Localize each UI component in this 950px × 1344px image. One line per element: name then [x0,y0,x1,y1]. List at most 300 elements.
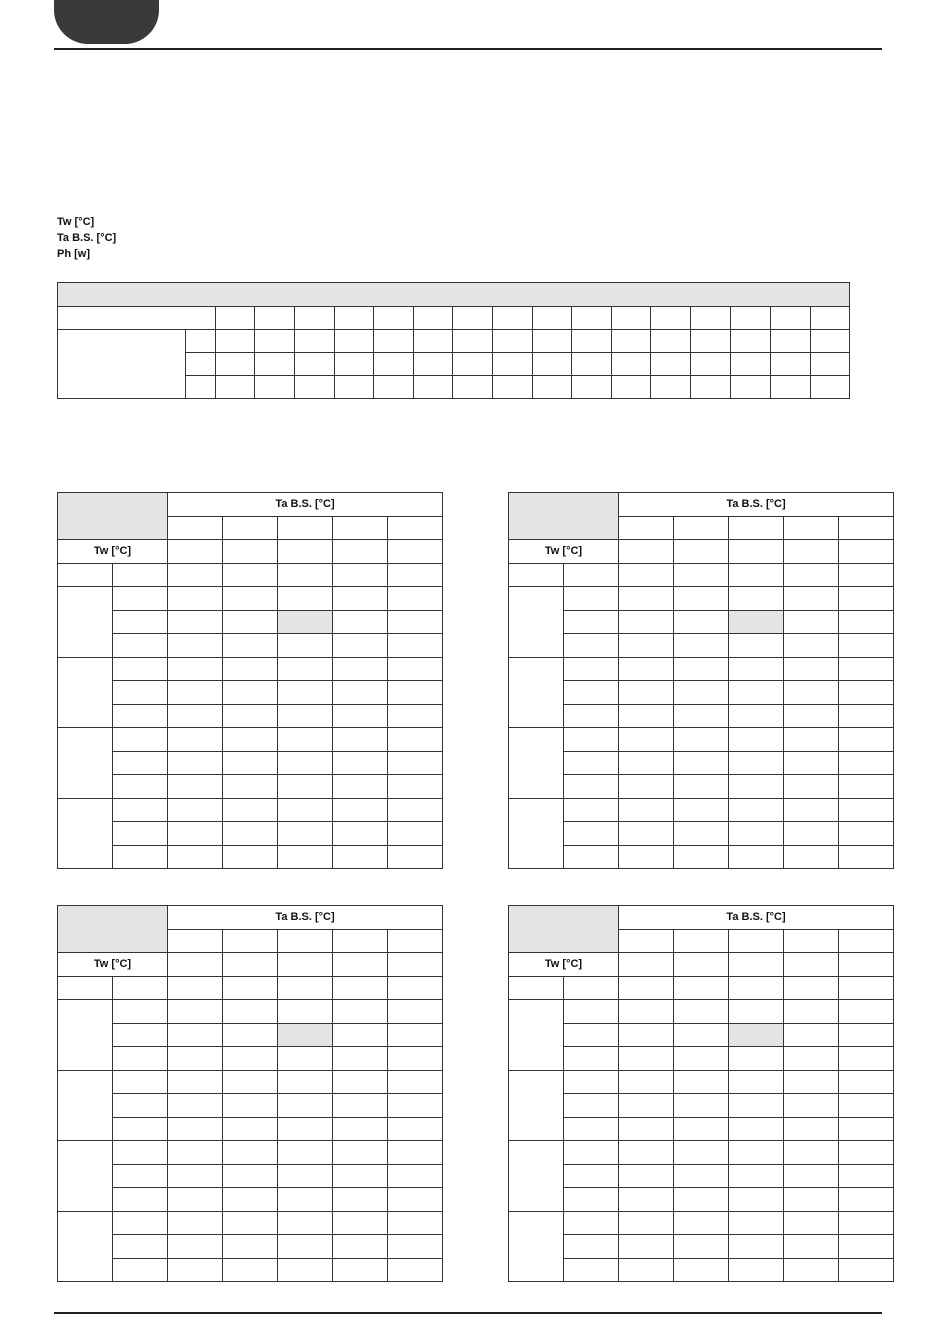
group-cell [509,1211,564,1282]
table-cell [113,1117,168,1141]
table-cell [374,330,414,353]
legend-tw: Tw [°C] [57,216,95,228]
table-cell [619,1023,674,1047]
table-cell [839,634,894,658]
ta-header: Ta B.S. [°C] [168,906,443,930]
tw-header: Tw [°C] [58,540,168,564]
table-cell [729,540,784,564]
table-cell [674,681,729,705]
table-cell [295,330,335,353]
table-cell [564,1141,619,1165]
group-cell [58,728,113,799]
table-cell [223,634,278,658]
table-cell [453,307,493,330]
table-cell [674,775,729,799]
table-cell [784,587,839,611]
table-cell [729,563,784,587]
table-cell [168,822,223,846]
table-cell [619,1000,674,1024]
table-cell [58,563,113,587]
table-cell [374,307,414,330]
table-cell [388,1258,443,1282]
table-cell [651,330,691,353]
table-cell [216,307,255,330]
table-cell [839,929,894,953]
table-cell [784,1164,839,1188]
table-cell [784,516,839,540]
table-cell [729,798,784,822]
table-cell [255,376,295,399]
table-cell [729,751,784,775]
table-cell [333,657,388,681]
table-cell [223,681,278,705]
table-cell [278,1094,333,1118]
table-cell [168,634,223,658]
table-cell [674,1235,729,1259]
table-cell [839,751,894,775]
table-cell [564,1235,619,1259]
table-cell [619,634,674,658]
table-cell [333,516,388,540]
table-cell [674,563,729,587]
table-cell [168,1070,223,1094]
table-cell [533,353,572,376]
table-cell [168,1188,223,1212]
table-cell [278,1070,333,1094]
table-cell [113,845,168,869]
table-cell [533,307,572,330]
table-cell [564,610,619,634]
table-cell [113,1141,168,1165]
table-cell [453,353,493,376]
table-cell [564,1164,619,1188]
table-cell [374,376,414,399]
table-cell [278,1000,333,1024]
grid-corner-cell [509,493,619,540]
table-cell [223,563,278,587]
table-cell [509,976,564,1000]
table-cell [278,845,333,869]
table-cell [113,704,168,728]
table-cell [388,1164,443,1188]
table-cell [333,587,388,611]
table-cell [333,681,388,705]
table-cell [388,1047,443,1071]
table-cell [223,1211,278,1235]
table-cell [731,330,771,353]
table-cell [388,1000,443,1024]
table-cell [564,1258,619,1282]
table-cell [113,1000,168,1024]
table-cell [388,540,443,564]
table-cell [784,1188,839,1212]
grid-corner-cell [58,906,168,953]
table-cell [619,728,674,752]
table-cell [388,587,443,611]
table-cell [168,751,223,775]
table-cell [113,587,168,611]
table-cell [223,798,278,822]
table-cell [674,540,729,564]
performance-grid-4 [508,905,894,1282]
table-cell [839,1164,894,1188]
table-cell [839,1047,894,1071]
table-cell [168,976,223,1000]
table-cell [113,1023,168,1047]
table-cell [168,798,223,822]
table-cell [278,1117,333,1141]
table-cell [674,1188,729,1212]
table-cell [784,775,839,799]
table-cell [729,728,784,752]
table-cell [839,822,894,846]
table-cell [168,1164,223,1188]
table-cell [388,775,443,799]
table-cell [811,330,850,353]
table-cell [223,1094,278,1118]
table-cell [619,822,674,846]
table-cell [388,516,443,540]
table-cell [168,929,223,953]
table-cell [58,976,113,1000]
header-rule [54,48,882,50]
table-cell [564,1070,619,1094]
legend [57,214,116,262]
table-cell [691,330,731,353]
table-cell [223,610,278,634]
table-cell [168,1047,223,1071]
table-cell [223,1117,278,1141]
table-cell [619,1188,674,1212]
table-cell [564,1094,619,1118]
table-cell [333,798,388,822]
table-cell [278,657,333,681]
table-cell [731,376,771,399]
table-cell [278,822,333,846]
table-cell [729,1211,784,1235]
highlight-cell [729,610,784,634]
table-cell [564,1211,619,1235]
table-cell [493,307,533,330]
table-cell [333,610,388,634]
table-cell [839,1094,894,1118]
table-cell [674,1094,729,1118]
table-cell [619,1258,674,1282]
table-cell [333,822,388,846]
table-cell [729,681,784,705]
table-cell [564,587,619,611]
table-cell [414,376,453,399]
table-cell [333,953,388,977]
table-cell [168,610,223,634]
table-cell [839,657,894,681]
table-cell [564,563,619,587]
table-cell [223,929,278,953]
table-cell [388,798,443,822]
table-cell [729,822,784,846]
table-cell [674,634,729,658]
table-cell [729,775,784,799]
group-cell [58,587,113,658]
table-cell [564,1023,619,1047]
table-cell [619,1047,674,1071]
table-cell [333,1117,388,1141]
table-cell [295,353,335,376]
table-cell [388,822,443,846]
table-cell [691,307,731,330]
table-cell [388,1188,443,1212]
footer-rule [54,1312,882,1314]
table-cell [564,1047,619,1071]
table-cell [784,610,839,634]
table-cell [388,610,443,634]
table-cell [784,976,839,1000]
table-cell [374,353,414,376]
table-cell [168,845,223,869]
table-cell [674,1070,729,1094]
table-cell [223,1000,278,1024]
table-cell [216,330,255,353]
table-cell [564,751,619,775]
page-tab-marker [54,0,159,44]
table-cell [113,1164,168,1188]
table-cell [729,587,784,611]
table-cell [771,330,811,353]
table-cell [453,330,493,353]
table-cell [223,1235,278,1259]
table-cell [113,1188,168,1212]
table-cell [674,798,729,822]
table-cell [651,353,691,376]
table-cell [612,376,651,399]
table-cell [564,681,619,705]
table-cell [388,1094,443,1118]
table-cell [388,1070,443,1094]
table-cell [651,307,691,330]
table-cell [839,540,894,564]
group-cell [509,1141,564,1212]
table-cell [113,728,168,752]
table-cell [619,845,674,869]
table-cell [255,353,295,376]
table-cell [839,953,894,977]
table-cell [223,1047,278,1071]
table-cell [784,1047,839,1071]
table-cell [186,353,216,376]
table-cell [784,657,839,681]
table-cell [333,1258,388,1282]
table-cell [674,728,729,752]
table-cell [839,1117,894,1141]
table-cell [784,1000,839,1024]
summary-title-band [58,283,850,307]
table-cell [493,330,533,353]
table-cell [729,634,784,658]
table-cell [333,976,388,1000]
table-cell [223,1188,278,1212]
table-cell [674,1141,729,1165]
table-cell [168,704,223,728]
table-cell [674,1211,729,1235]
table-cell [453,376,493,399]
table-cell [729,1000,784,1024]
table-cell [414,307,453,330]
table-cell [619,1211,674,1235]
table-cell [278,1047,333,1071]
table-cell [564,728,619,752]
table-cell [388,751,443,775]
table-cell [572,307,612,330]
table-cell [674,1258,729,1282]
table-cell [619,1117,674,1141]
table-cell [839,1235,894,1259]
table-cell [729,516,784,540]
table-cell [168,1211,223,1235]
table-cell [333,1141,388,1165]
table-cell [572,376,612,399]
table-cell [168,775,223,799]
table-cell [278,1188,333,1212]
table-cell [168,1117,223,1141]
table-cell [333,728,388,752]
summary-group-cell [58,330,186,399]
table-cell [839,775,894,799]
table-cell [619,610,674,634]
table-cell [168,1141,223,1165]
table-cell [186,376,216,399]
table-cell [223,728,278,752]
table-cell [333,775,388,799]
table-cell [674,1164,729,1188]
table-cell [729,1094,784,1118]
table-cell [113,1070,168,1094]
grid-corner-cell [509,906,619,953]
table-cell [333,751,388,775]
table-cell [619,929,674,953]
table-cell [113,1047,168,1071]
table-cell [784,1141,839,1165]
table-cell [113,563,168,587]
table-cell [223,751,278,775]
table-cell [619,563,674,587]
table-cell [278,728,333,752]
table-cell [113,657,168,681]
table-cell [839,1188,894,1212]
table-cell [388,1023,443,1047]
table-cell [674,1117,729,1141]
table-cell [619,751,674,775]
table-cell [278,1258,333,1282]
table-cell [771,376,811,399]
table-cell [839,563,894,587]
table-cell [729,953,784,977]
table-cell [333,1235,388,1259]
table-cell [731,307,771,330]
table-cell [674,1000,729,1024]
table-cell [333,540,388,564]
table-cell [674,1047,729,1071]
table-cell [619,704,674,728]
table-cell [839,704,894,728]
table-cell [168,540,223,564]
table-cell [223,1258,278,1282]
table-cell [564,775,619,799]
group-cell [58,657,113,728]
table-cell [388,634,443,658]
ta-header: Ta B.S. [°C] [168,493,443,517]
table-cell [619,798,674,822]
table-cell [619,775,674,799]
table-cell [388,657,443,681]
table-cell [388,929,443,953]
table-cell [493,353,533,376]
table-cell [388,1141,443,1165]
table-cell [619,657,674,681]
table-cell [619,976,674,1000]
table-cell [674,657,729,681]
performance-grid-1 [57,492,443,869]
table-cell [113,1235,168,1259]
table-cell [533,376,572,399]
table-cell [784,953,839,977]
table-cell [839,516,894,540]
table-cell [168,1094,223,1118]
table-cell [113,610,168,634]
table-cell [784,798,839,822]
table-cell [223,976,278,1000]
table-cell [674,1023,729,1047]
table-cell [731,353,771,376]
tw-header: Tw [°C] [58,953,168,977]
table-cell [333,1000,388,1024]
table-cell [784,704,839,728]
table-cell [509,563,564,587]
table-cell [729,704,784,728]
table-cell [278,1164,333,1188]
grid-corner-cell [58,493,168,540]
table-cell [223,587,278,611]
table-cell [729,1117,784,1141]
highlight-cell [278,610,333,634]
table-cell [335,353,374,376]
table-cell [729,1070,784,1094]
table-cell [113,681,168,705]
table-cell [674,704,729,728]
table-cell [533,330,572,353]
table-cell [113,976,168,1000]
ta-header: Ta B.S. [°C] [619,906,894,930]
table-cell [333,845,388,869]
table-cell [388,1235,443,1259]
table-cell [839,610,894,634]
group-cell [58,1000,113,1071]
table-cell [335,330,374,353]
table-cell [784,563,839,587]
table-cell [784,751,839,775]
table-cell [674,845,729,869]
table-cell [333,1070,388,1094]
table-cell [255,307,295,330]
table-cell [278,540,333,564]
table-cell [619,516,674,540]
table-cell [278,681,333,705]
table-cell [414,330,453,353]
table-cell [113,1094,168,1118]
table-cell [223,953,278,977]
table-cell [295,376,335,399]
table-cell [784,1117,839,1141]
table-cell [839,1258,894,1282]
